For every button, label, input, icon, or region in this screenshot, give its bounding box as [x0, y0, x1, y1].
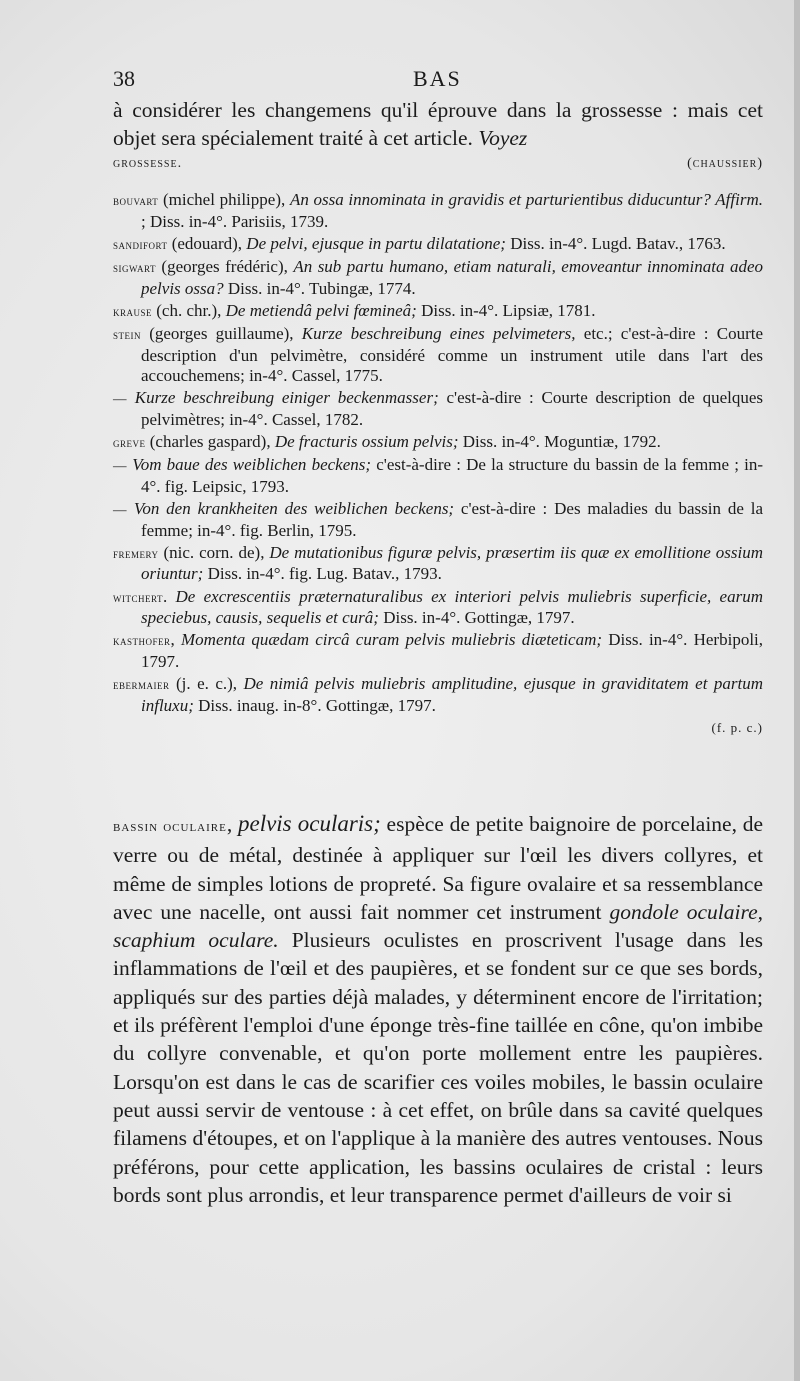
entry-publication-details: etc.; c'est-à-dire : Courte description d'un pelvimètre, considéré comme un instrument utile dans l'art des accouchemens; in-4°. Cassel, 1775. — [141, 323, 764, 386]
entry-title: De nimiâ pelvis muliebris amplitudine, ejusque in graviditatem et partum influxu; — [141, 674, 763, 715]
see-also-label: Voyez — [478, 126, 528, 150]
bibliography-entry — [113, 432, 763, 454]
entry-title: De mutationibus figuræ pelvis, præsertim iis quæ ex emollitione ossium oriuntur; — [141, 542, 764, 584]
entry-author: ebermaier — [113, 677, 170, 693]
entry-title: De excrescentiis præternaturalibus ex interiori pelvis muliebris superficie, earum speciebus, causis, sequelis et curâ; — [141, 586, 763, 628]
bibliography-entry — [113, 257, 763, 299]
entry-author-details: (charles gaspard), — [145, 432, 275, 452]
entry-author-details — [127, 388, 135, 407]
entry-title: Kurze beschreibung eines pelvimeters, — [301, 323, 576, 343]
entry-author-details: , — [170, 630, 181, 650]
article-text-part-1: espèce de petite baignoire de porcelaine, de verre ou de métal, destinée à appliquer sur l'œil les divers collyres, et même de simples lotions de propreté. Sa figure ovalaire et sa ressemblance avec une nacelle, ont aussi fait nommer cet instrument — [113, 812, 764, 924]
running-head: BAS — [413, 66, 462, 91]
article-text-part-2: Plusieurs oculistes en proscrivent l'usage dans les inflammations de l'œil et des paupières, et se fondent sur ce que ses bords, appliqués sur des parties déjà malades, y déterminent encore de l'irritation; et ils préfèrent l'emploi d'une éponge très-fine taillée en cône, qu'on imbibe du collyre convenable, et qu'on porte mollement entre les paupières. Lorsqu'on est dans le cas de scarifier ces voiles mobiles, le bassin oculaire peut aussi servir de ventouse : à cet effet, on brûle dans sa cavité quelques filamens d'étoupes, et on l'applique à la manière des autres ventouses. Nous préférons, pour cette application, les bassins oculaires de cristal : leurs bords sont plus arrondis, et leur transparence permet d'ailleurs de voir si — [113, 928, 763, 1207]
entry-publication-details: c'est-à-dire : De la structure du bassin de la femme ; in-4°. fig. Leipsic, 1793. — [141, 455, 764, 496]
entry-publication-details: Diss. in-4°. Lipsiæ, 1781. — [416, 300, 596, 320]
bibliography — [113, 190, 763, 739]
entry-title: De fracturis ossium pelvis; — [274, 432, 459, 452]
article-alt-name-1: gondole oculaire, — [609, 899, 763, 924]
entry-author-details: (nic. corn. de), — [158, 542, 270, 562]
entry-author-details — [127, 499, 134, 518]
bibliography-entry — [113, 455, 763, 497]
page-number: 38 — [113, 66, 135, 91]
article-headword-latin: pelvis ocularis; — [237, 811, 381, 836]
bibliography-entry — [113, 190, 763, 232]
entry-title: An sub partu humano, etiam naturali, emoveantur innominata adeo pelvis ossa? — [141, 256, 763, 298]
intro-paragraph — [113, 96, 763, 178]
page-gutter-edge — [794, 0, 800, 1381]
article-bassin-oculaire: bassin oculaire, pelvis ocularis; espèce de petite baignoire de porcelaine, de verre ou de métal, destinée à appliquer sur l'œil les divers collyres, et même de simples lotions de propreté. Sa figure ovalaire et sa ressemblance avec une nacelle, ont aussi fait nommer cet instrument gondole oculaire, scaphium oculare. Plusieurs oculistes en proscrivent l'usage dans les inflammations de l'œil et des paupières, et se fondent sur ce que ses bords, appliqués sur des parties déjà malades, y déterminent encore de l'irritation; et ils préfèrent l'emploi d'une éponge très-fine taillée en cône, qu'on imbibe du collyre convenable, et qu'on porte mollement entre les paupières. Lorsqu'on est dans le cas de scarifier ces voiles mobiles, le bassin oculaire peut aussi servir de ventouse : à cet effet, on brûle dans sa cavité quelques filamens d'étoupes, et on l'applique à la manière des autres ventouses. Nous préférons, pour cette application, les bassins oculaires de cristal : leurs bords sont plus arrondis, et leur transparence permet d'ailleurs de voir si — [113, 811, 764, 1207]
entry-author-details: (ch. chr.), — [152, 300, 226, 320]
entry-publication-details: Diss. in-4°. Moguntiæ, 1792. — [458, 432, 661, 452]
entry-author: fremery — [113, 545, 159, 561]
bibliography-signature: (f. p. c.) — [711, 719, 763, 735]
entry-author-details: (j. e. c.), — [169, 674, 244, 694]
entry-title: Vom baue des weiblichen beckens; — [132, 455, 372, 475]
entry-author: — — [113, 391, 127, 407]
entry-publication-details: Diss. in-4°. Gottingæ, 1797. — [378, 608, 575, 628]
entry-title: De metiendâ pelvi fœmineâ; — [225, 300, 417, 320]
author-signature-chaussier: (chaussier) — [687, 156, 763, 171]
entry-author: sigwart — [113, 259, 156, 275]
article-headword: bassin oculaire — [113, 819, 227, 835]
entry-author-details: (edouard), — [167, 233, 247, 253]
entry-publication-details: c'est-à-dire : Des maladies du bassin de la femme; in-4°. fig. Berlin, 1795. — [141, 499, 763, 540]
entry-author: kasthofer — [113, 633, 171, 649]
bibliography-entry — [113, 674, 763, 716]
entry-author: sandifort — [113, 236, 168, 252]
entry-title: Von den krankheiten des weiblichen beckens; — [133, 499, 455, 519]
bibliography-entry — [113, 388, 763, 430]
article-alt-name-2: scaphium oculare. — [113, 928, 279, 953]
entry-title: De pelvi, ejusque in partu dilatatione; — [246, 233, 506, 253]
entry-publication-details: ; Diss. in-4°. Parisiis, 1739. — [141, 211, 329, 231]
entry-title: Momenta quædam circâ curam pelvis muliebris diæteticam; — [181, 630, 603, 650]
entry-author: — — [113, 458, 127, 474]
bibliography-entry — [113, 587, 763, 629]
bibliography-entry — [113, 234, 763, 256]
entry-author: witchert — [113, 589, 163, 605]
page-header — [113, 66, 763, 96]
entry-publication-details: Diss. in-4°. fig. Lug. Batav., 1793. — [203, 564, 442, 584]
entry-publication-details: c'est-à-dire : Courte description de quelques pelvimètres; in-4°. Cassel, 1782. — [141, 388, 764, 429]
entry-author-details: (georges guillaume), — [141, 323, 302, 343]
bibliography-entry — [113, 543, 763, 585]
entry-publication-details: Diss. in-4°. Lugd. Batav., 1763. — [505, 233, 726, 253]
crossref-grossesse: grossesse. — [113, 156, 183, 171]
entry-author: — — [113, 502, 127, 518]
bibliography-list — [113, 190, 763, 716]
entry-publication-details: Diss. in-4°. Herbipoli, 1797. — [141, 630, 764, 671]
entry-author-details: (michel philippe), — [158, 190, 290, 209]
bibliography-entry — [113, 499, 763, 541]
bibliography-entry — [113, 630, 763, 672]
entry-author-details: . — [162, 586, 176, 606]
entry-author: stein — [113, 326, 141, 342]
intro-text: à considérer les changemens qu'il éprouve dans la grossesse : mais cet objet sera spécialement traité à cet article. — [113, 98, 763, 150]
entry-publication-details: Diss. in-4°. Tubingæ, 1774. — [223, 278, 416, 298]
entry-title: An ossa innominata in gravidis et parturientibus diducuntur? Affirm. — [289, 190, 763, 209]
entry-author: bouvart — [113, 193, 159, 208]
crossref-line — [113, 150, 763, 178]
entry-title: Kurze beschreibung einiger beckenmasser; — [134, 388, 439, 408]
entry-author: krause — [113, 303, 153, 319]
entry-author: greve — [113, 435, 146, 451]
entry-author-details: (georges frédéric), — [155, 256, 294, 276]
entry-publication-details: Diss. inaug. in-8°. Gottingæ, 1797. — [193, 695, 436, 715]
bibliography-entry — [113, 324, 763, 387]
bibliography-entry — [113, 301, 763, 323]
